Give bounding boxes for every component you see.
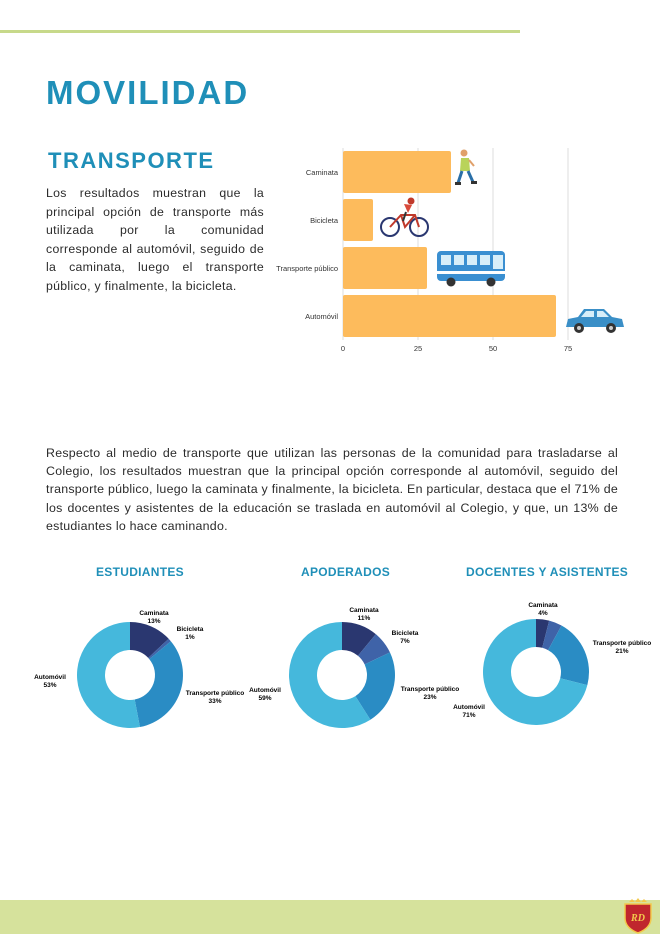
bar-bicicleta bbox=[343, 199, 373, 241]
slice-label: Automóvil bbox=[249, 687, 281, 694]
body-paragraph: Respecto al medio de transporte que utilizan las personas de la comunidad para trasladarse al Colegio, los resultados muestran que la principal opción corresponde al automóvil, seguido del transporte público, luego la caminata y finalmente, la bicicleta. En particular, destaca que el 71% de los docentes y asistentes de la educación se traslada en automóvil al Colegio, y que, un 13% de estudiantes lo hace caminando. bbox=[46, 446, 618, 533]
intro-paragraph: Los resultados muestran que la principal opción de transporte más utilizada por la comunidad corresponde al automóvil, seguido de la caminata, luego el transporte público, y finalmente, la bicicleta. bbox=[46, 186, 264, 293]
category-label: Automóvil bbox=[305, 312, 338, 321]
slice-label: Caminata bbox=[139, 610, 169, 617]
walker-icon bbox=[455, 150, 477, 186]
slice-label: Automóvil bbox=[34, 674, 66, 681]
bus-icon bbox=[437, 251, 505, 287]
crest-text: RD bbox=[631, 913, 645, 924]
slice-pct: 11% bbox=[357, 615, 371, 622]
bar-automovil bbox=[343, 295, 556, 337]
top-rule bbox=[0, 30, 520, 33]
category-label: Caminata bbox=[305, 168, 338, 177]
tick-label: 50 bbox=[488, 344, 498, 353]
slice-pct: 23% bbox=[423, 694, 437, 701]
car-icon bbox=[566, 309, 624, 333]
donut-chart-docentes bbox=[452, 600, 652, 740]
school-crest-icon bbox=[620, 898, 656, 934]
slice-label: Transporte público bbox=[185, 690, 245, 697]
slice-pct: 13% bbox=[147, 618, 161, 625]
slice-label: Caminata bbox=[349, 607, 379, 614]
bar-caminata bbox=[343, 151, 451, 193]
bar-transporte-publico bbox=[343, 247, 427, 289]
slice-pct: 7% bbox=[400, 638, 410, 645]
slice-pct: 1% bbox=[185, 634, 195, 641]
donut-chart-estudiantes bbox=[30, 600, 245, 740]
slice-pct: 21% bbox=[615, 648, 629, 655]
page-title: MOVILIDAD bbox=[46, 74, 250, 111]
slice-pct: 53% bbox=[43, 682, 57, 689]
slice-pct: 71% bbox=[462, 712, 476, 719]
category-label: Transporte público bbox=[276, 264, 338, 273]
slice-pct: 33% bbox=[208, 698, 222, 705]
transport-bar-chart bbox=[268, 140, 648, 360]
slice-transporte-publico bbox=[135, 641, 183, 727]
donut-title-estudiantes: ESTUDIANTES bbox=[96, 565, 184, 579]
slice-label: Transporte público bbox=[400, 686, 460, 693]
tick-label: 75 bbox=[563, 344, 573, 353]
slice-pct: 4% bbox=[538, 610, 548, 617]
category-label: Bicicleta bbox=[310, 216, 338, 225]
slice-label: Automóvil bbox=[453, 704, 485, 711]
tick-label: 25 bbox=[413, 344, 423, 353]
slice-pct: 59% bbox=[258, 695, 272, 702]
donut-title-apoderados: APODERADOS bbox=[301, 565, 391, 579]
donut-title-docentes: DOCENTES Y ASISTENTES bbox=[466, 565, 629, 579]
slice-label: Transporte público bbox=[592, 640, 652, 647]
slice-label: Bicicleta bbox=[176, 626, 204, 633]
section-title: TRANSPORTE bbox=[48, 148, 215, 173]
donut-chart-apoderados bbox=[242, 600, 460, 740]
cyclist-icon bbox=[381, 198, 428, 237]
tick-label: 0 bbox=[340, 344, 346, 353]
footer-band bbox=[0, 900, 660, 934]
slice-label: Bicicleta bbox=[391, 630, 419, 637]
slice-label: Caminata bbox=[528, 602, 558, 609]
